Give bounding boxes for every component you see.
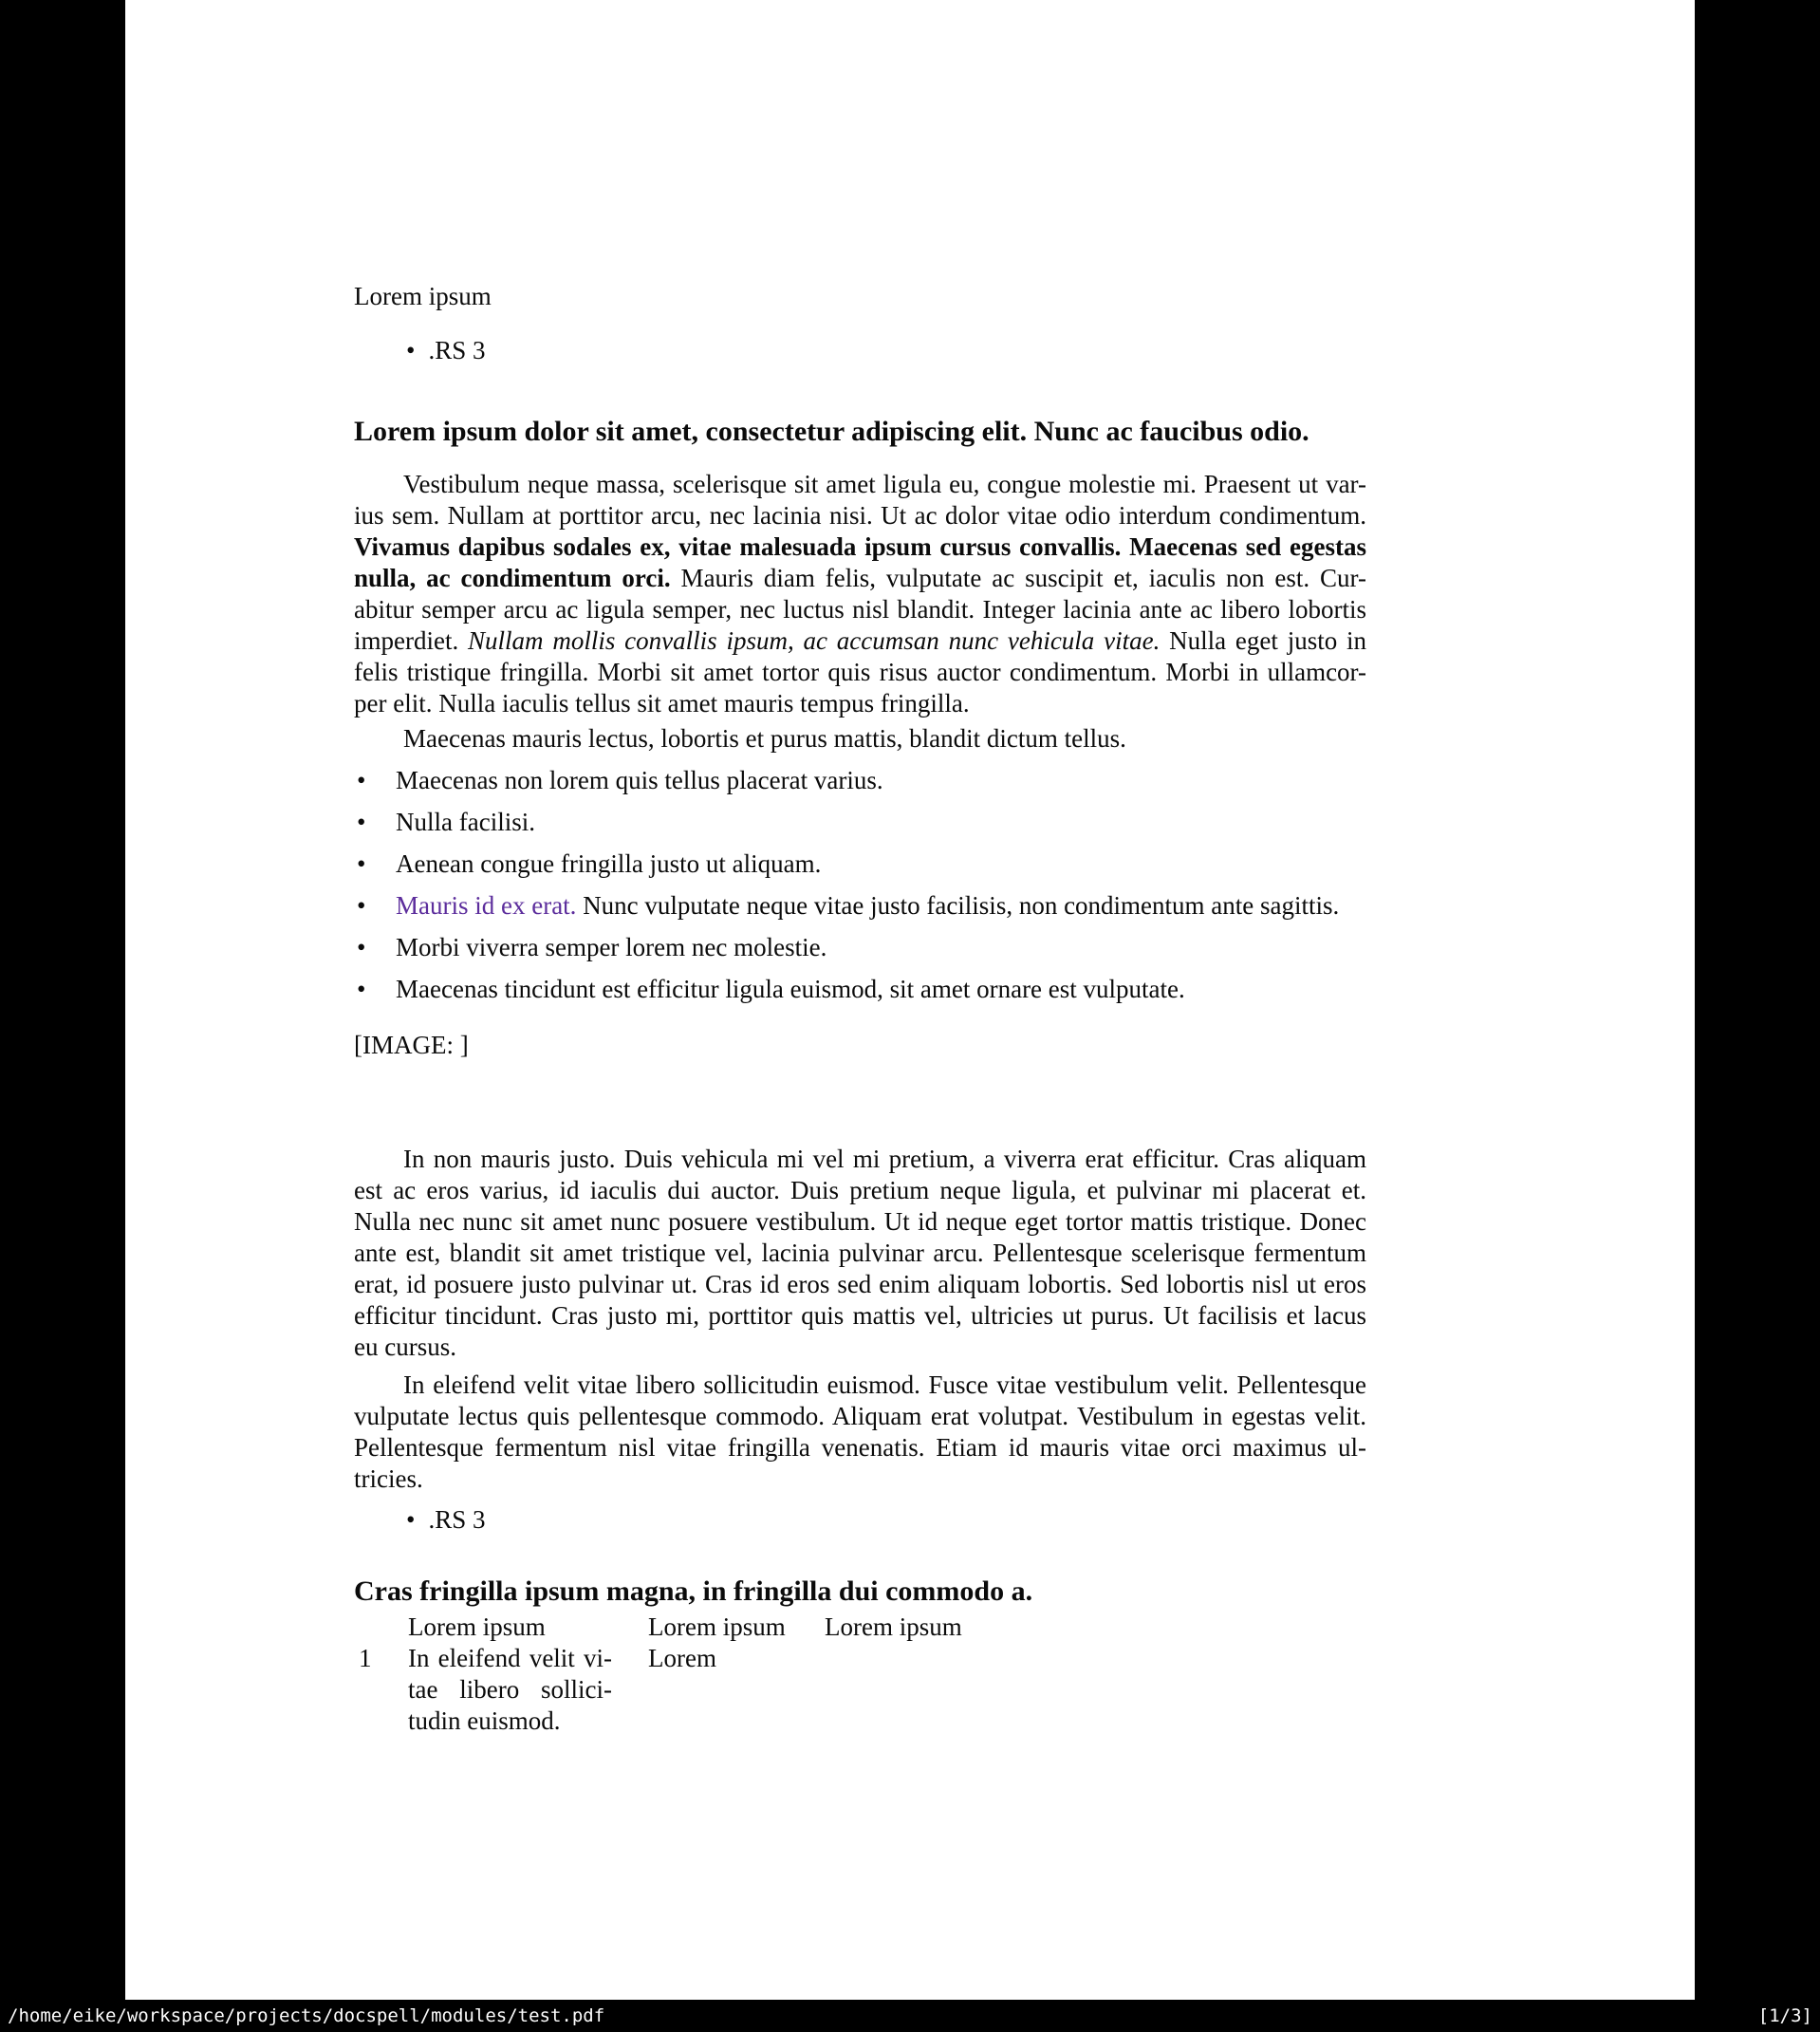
text-segment: Vivamus dapibus sodales ex, vitae malesuada ipsum cursus convallis. Maecenas sed egestas	[354, 532, 1366, 561]
text-segment: per elit. Nulla iaculis tellus sit amet mauris tempus fringilla.	[354, 689, 970, 718]
bullet-icon: •	[357, 933, 366, 961]
text-segment: abitur semper arcu ac ligula semper, nec luctus nisl blandit. Integer lacinia ante ac libero lobortis	[354, 595, 1366, 624]
text-segment: Nunc vulputate neque vitae justo facilisis, non condimentum ante sagittis.	[576, 891, 1340, 920]
text-line	[354, 1144, 1366, 1175]
statusbar-page-indicator: [1/3]	[1757, 2005, 1812, 2026]
text-line	[408, 1643, 612, 1674]
text-segment: Pellentesque fermentum nisl vitae fringilla venenatis. Etiam id mauris vitae orci maximus ul-	[354, 1433, 1366, 1462]
paragraph-top: Lorem ipsum	[354, 282, 492, 310]
text-segment: Nulla facilisi.	[396, 808, 535, 836]
text-line	[354, 1300, 1366, 1332]
table-row-number: 1	[359, 1644, 372, 1672]
text-segment: erat, id posuere justo pulvinar ut. Cras id eros sed enim aliquam lobortis. Sed lobortis nisl ut eros	[354, 1270, 1366, 1298]
text-line	[354, 500, 1366, 531]
text-line	[354, 1370, 1366, 1401]
bullet-icon: •	[357, 975, 366, 1003]
rs-bullet-text: .RS 3	[428, 1505, 486, 1534]
image-placeholder-text: [IMAGE: ]	[354, 1031, 469, 1059]
text-segment: tae libero sollici-	[408, 1675, 612, 1704]
text-segment: In eleifend velit vitae libero sollicitudin euismod. Fusce vitae vestibulum velit. Pellentesque	[403, 1370, 1366, 1399]
text-link[interactable]: Mauris id ex erat.	[396, 891, 577, 920]
text-line	[354, 1269, 1366, 1300]
text-segment: ius sem. Nullam at porttitor arcu, nec lacinia nisi. Ut ac dolor vitae odio interdum condimentum.	[354, 501, 1366, 530]
bullet-list-item	[354, 974, 1366, 1005]
paragraph-3	[354, 1370, 1366, 1495]
paragraph-indent: Maecenas mauris lectus, lobortis et purus mattis, blandit dictum tellus.	[403, 724, 1126, 753]
text-segment: Maecenas non lorem quis tellus placerat varius.	[396, 766, 883, 794]
rs-bullet-text: .RS 3	[428, 336, 486, 364]
text-line	[354, 531, 1366, 563]
bullet-list-item	[354, 765, 1366, 796]
text-line	[354, 1432, 1366, 1463]
bullet-icon: •	[406, 336, 416, 364]
text-segment: Mauris diam felis, vulputate ac suscipit et, iaculis non est. Cur-	[670, 564, 1366, 592]
text-segment: In eleifend velit vi-	[408, 1644, 612, 1672]
text-line	[354, 1332, 1366, 1363]
text-segment: Nulla nec nunc sit amet nunc posuere vestibulum. Ut id neque eget tortor mattis tristique. Donec	[354, 1207, 1366, 1236]
bullet-icon: •	[357, 891, 366, 920]
text-line	[354, 1238, 1366, 1269]
text-line	[354, 657, 1366, 688]
section-heading-2: Cras fringilla ipsum magna, in fringilla dui commodo a.	[354, 1575, 1033, 1607]
bullet-icon: •	[357, 808, 366, 836]
text-segment: efficitur tincidunt. Cras justo mi, porttitor quis mattis vel, ultricies ut purus. Ut facilisis et lacus	[354, 1301, 1366, 1330]
text-segment: nulla, ac condimentum orci.	[354, 564, 671, 592]
text-segment: eu cursus.	[354, 1333, 456, 1361]
paragraph-2	[354, 1144, 1366, 1363]
text-line	[354, 1175, 1366, 1206]
text-segment: vulputate lectus quis pellentesque commodo. Aliquam erat volutpat. Vestibulum in egestas velit.	[354, 1402, 1366, 1430]
text-segment: Aenean congue fringilla justo ut aliquam.	[396, 849, 822, 878]
text-line	[408, 1706, 612, 1737]
text-segment: est ac eros varius, id iaculis dui auctor. Duis pretium neque ligula, et pulvinar mi placerat et.	[354, 1176, 1366, 1204]
text-segment: felis tristique fringilla. Morbi sit amet tortor quis risus auctor condimentum. Morbi in ullamcor-	[354, 658, 1366, 686]
table-cell: Lorem	[648, 1644, 716, 1672]
statusbar-filepath: /home/eike/workspace/projects/docspell/modules/test.pdf	[8, 2005, 605, 2026]
text-line	[354, 1463, 1366, 1495]
table-cell	[408, 1643, 612, 1737]
text-line	[354, 594, 1366, 625]
text-segment: ante est, blandit sit amet tristique vel, lacinia pulvinar arcu. Pellentesque scelerisque fermentum	[354, 1239, 1366, 1267]
bullet-icon: •	[406, 1505, 416, 1534]
text-line	[354, 469, 1366, 500]
document-page[interactable]	[125, 0, 1695, 2000]
table-header-2: Lorem ipsum	[648, 1613, 786, 1641]
text-segment: tudin euismod.	[408, 1706, 561, 1735]
text-line	[354, 1206, 1366, 1238]
bullet-list-item	[354, 932, 1366, 963]
text-line	[354, 688, 1366, 719]
text-segment: Maecenas tincidunt est efficitur ligula euismod, sit amet ornare est vulputate.	[396, 975, 1185, 1003]
text-line	[354, 563, 1366, 594]
text-segment: tricies.	[354, 1464, 423, 1493]
rs-bullet-item-2	[354, 1504, 1419, 1536]
section-heading-1: Lorem ipsum dolor sit amet, consectetur adipiscing elit. Nunc ac faucibus odio.	[354, 416, 1309, 447]
text-segment: Morbi viverra semper lorem nec molestie.	[396, 933, 827, 961]
text-segment: imperdiet.	[354, 626, 469, 655]
paragraph-1	[354, 469, 1366, 719]
bullet-list-item	[354, 807, 1366, 838]
table-header-3: Lorem ipsum	[825, 1613, 962, 1641]
text-line	[354, 1401, 1366, 1432]
bullet-list	[354, 765, 1366, 1016]
text-segment: Nullam mollis convallis ipsum, ac accumsan nunc vehicula vitae.	[468, 626, 1161, 655]
text-line	[408, 1674, 612, 1706]
bullet-list-item	[354, 848, 1366, 880]
text-segment: Vestibulum neque massa, scelerisque sit amet ligula eu, congue molestie mi. Praesent ut var-	[403, 470, 1366, 498]
text-segment: Nulla eget justo in	[1160, 626, 1367, 655]
table-header-1: Lorem ipsum	[408, 1613, 546, 1641]
rs-bullet-item-1	[354, 335, 1419, 366]
text-segment: In non mauris justo. Duis vehicula mi vel mi pretium, a viverra erat efficitur. Cras aliquam	[403, 1145, 1366, 1173]
text-line	[354, 625, 1366, 657]
bullet-icon: •	[357, 766, 366, 794]
bullet-icon: •	[357, 849, 366, 878]
statusbar	[0, 2000, 1820, 2032]
bullet-list-item	[354, 890, 1366, 922]
